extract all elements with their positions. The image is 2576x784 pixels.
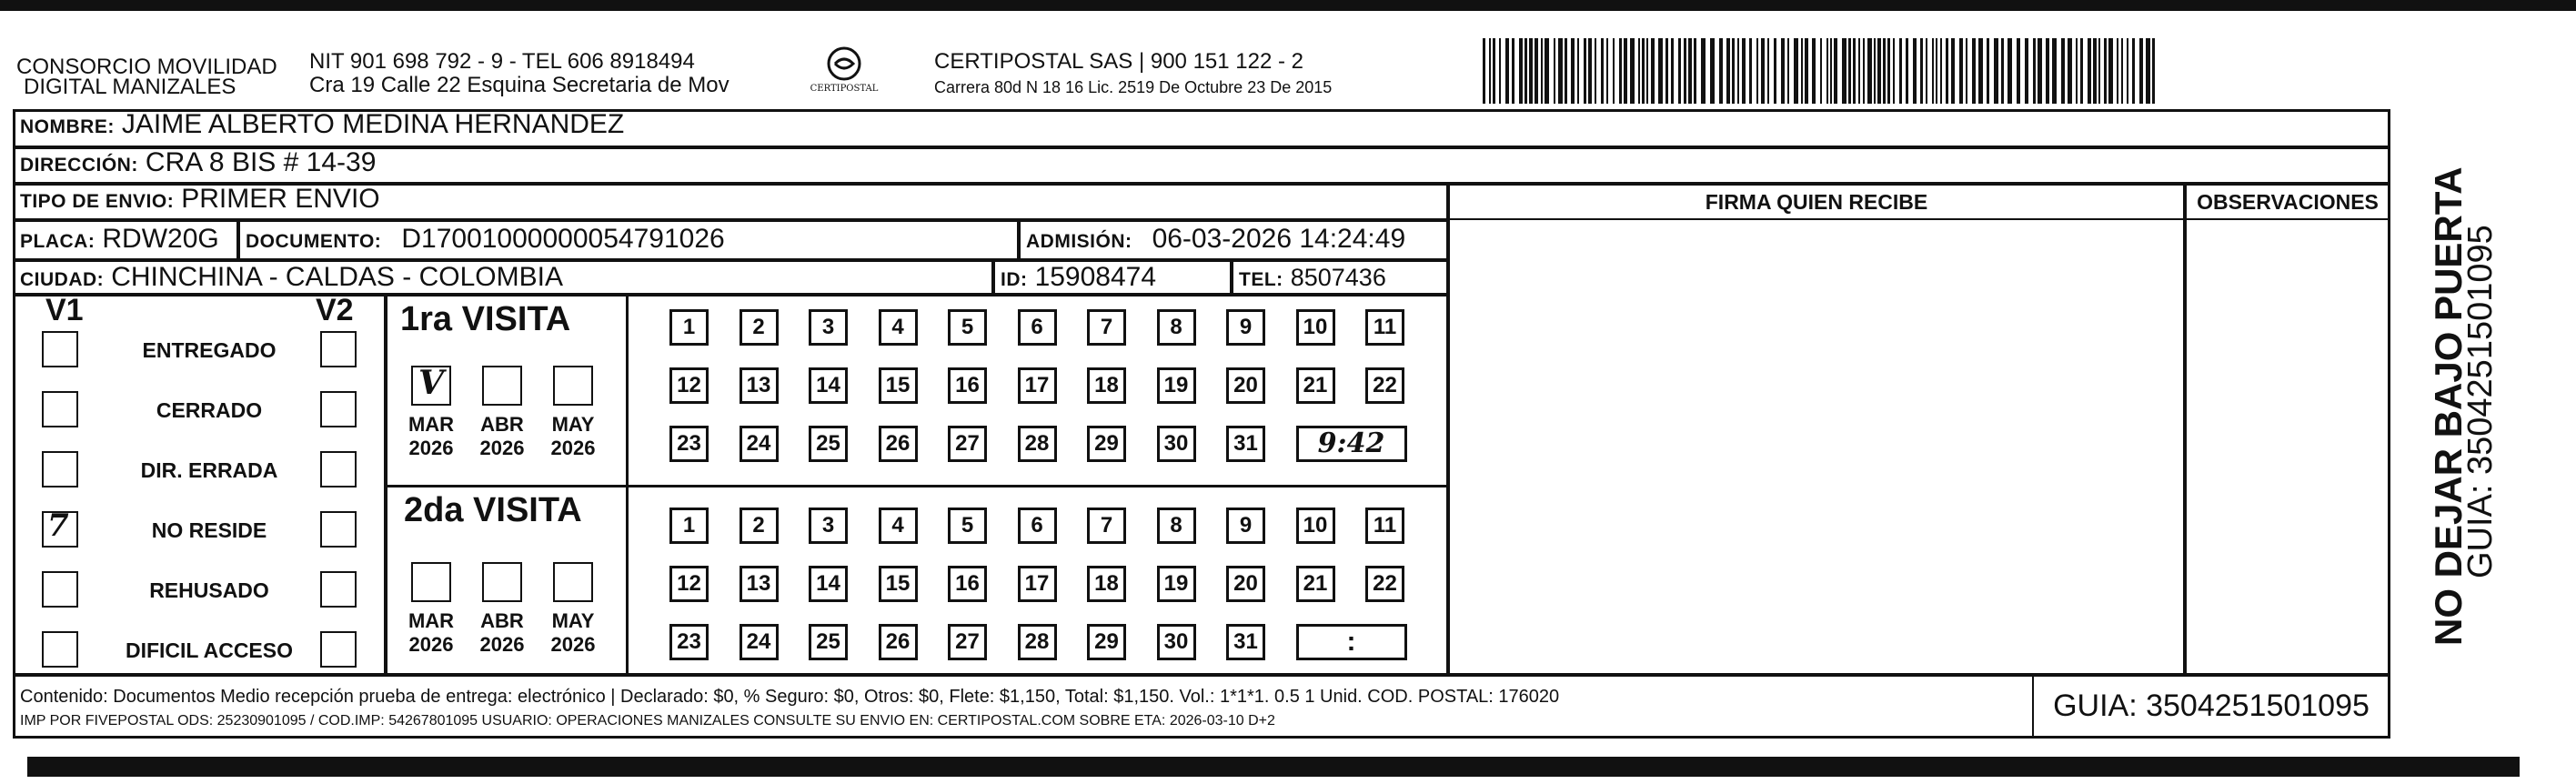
v2-checkbox[interactable] bbox=[320, 571, 357, 608]
v1-checkbox[interactable] bbox=[42, 631, 78, 668]
barcode-bar bbox=[1812, 38, 1816, 104]
barcode-bar bbox=[1756, 38, 1758, 104]
placa-value: RDW20G bbox=[102, 224, 219, 254]
footer-guia-box: GUIA: 3504251501095 bbox=[2032, 675, 2390, 739]
barcode-bar bbox=[1848, 38, 1851, 104]
barcode-bar bbox=[1483, 38, 1485, 104]
second-visit-day-box[interactable]: 24 bbox=[740, 624, 779, 660]
barcode-bar bbox=[1732, 38, 1735, 104]
barcode-bar bbox=[1512, 38, 1514, 104]
second-visit-day-box[interactable]: 29 bbox=[1087, 624, 1126, 660]
barcode-bar bbox=[2017, 38, 2020, 104]
barcode-bar bbox=[1926, 38, 1927, 104]
barcode-bar bbox=[1665, 38, 1668, 104]
second-visit-day-box[interactable]: 22 bbox=[1365, 566, 1404, 602]
first-visit-month-year: 2026 bbox=[408, 437, 454, 459]
first-visit-month-mark: V bbox=[418, 364, 444, 402]
barcode-bar bbox=[1613, 38, 1615, 104]
v2-checkbox[interactable] bbox=[320, 631, 357, 668]
contenido-text: Contenido: Documentos Medio recepción prueba de entrega: electrónico | Declarado: $0, % Seguro: $0, Otros: $0, Flete: $1,150, Total: $1,150. Vol.: 1*1*1. 0.5 1 Unid. COD. POSTAL: 176020 bbox=[20, 687, 1560, 707]
barcode-bar bbox=[1694, 38, 1696, 104]
barcode-bar bbox=[1899, 38, 1902, 104]
first-visit-day-box[interactable]: 24 bbox=[740, 426, 779, 462]
barcode-bar bbox=[2061, 38, 2065, 104]
first-visit-title: 1ra VISITA bbox=[400, 300, 571, 338]
first-visit-day-box[interactable]: 22 bbox=[1365, 367, 1404, 404]
first-visit-day-box[interactable]: 16 bbox=[948, 367, 987, 404]
first-visit-day-box[interactable]: 3 bbox=[809, 309, 848, 346]
second-visit-day-box[interactable]: 7 bbox=[1087, 508, 1126, 544]
first-visit-day-box[interactable]: 20 bbox=[1226, 367, 1265, 404]
barcode-bar bbox=[2108, 38, 2113, 104]
nombre-label: NOMBRE: bbox=[20, 116, 115, 137]
second-visit-day-box[interactable]: 25 bbox=[809, 624, 848, 660]
barcode-bar bbox=[2025, 38, 2028, 104]
barcode-bar bbox=[1619, 38, 1622, 104]
first-visit-month-name: MAY bbox=[551, 413, 595, 436]
second-visit-month-year: 2026 bbox=[479, 633, 525, 656]
barcode-bar bbox=[1737, 38, 1739, 104]
first-visit-day-box[interactable]: 8 bbox=[1157, 309, 1196, 346]
nombre-value: JAIME ALBERTO MEDINA HERNANDEZ bbox=[121, 109, 625, 139]
first-visit-day-box[interactable]: 29 bbox=[1087, 426, 1126, 462]
barcode-bar bbox=[2093, 38, 2097, 104]
first-visit-day-box[interactable]: 28 bbox=[1018, 426, 1057, 462]
barcode-bar bbox=[1801, 38, 1803, 104]
barcode-bar bbox=[1624, 38, 1627, 104]
barcode-bar bbox=[1867, 38, 1872, 104]
side-guia: GUIA: 3504251501095 bbox=[2461, 225, 2500, 578]
admision-value: 06-03-2026 14:24:49 bbox=[1152, 224, 1406, 254]
barcode-bar bbox=[1678, 38, 1681, 104]
first-visit-day-box[interactable]: 19 bbox=[1157, 367, 1196, 404]
second-visit-day-box[interactable]: 11 bbox=[1365, 508, 1404, 544]
second-visit-month-checkbox[interactable] bbox=[482, 562, 522, 602]
barcode-bar bbox=[1781, 38, 1785, 104]
barcode-bar bbox=[1874, 38, 1876, 104]
barcode-bar bbox=[1858, 38, 1860, 104]
barcode-bar bbox=[1688, 38, 1692, 104]
barcode bbox=[1483, 38, 2165, 104]
barcode-bar bbox=[1767, 38, 1769, 104]
barcode-bar bbox=[1529, 38, 1533, 104]
v1-checkbox[interactable] bbox=[42, 391, 78, 427]
barcode-bar bbox=[2033, 38, 2036, 104]
direccion-value: CRA 8 BIS # 14-39 bbox=[145, 147, 377, 177]
barcode-bar bbox=[1646, 38, 1648, 104]
barcode-bar bbox=[2052, 38, 2057, 104]
placa-label: PLACA: bbox=[20, 231, 96, 252]
v1-checkbox[interactable] bbox=[42, 451, 78, 487]
first-visit-day-box[interactable]: 26 bbox=[879, 426, 918, 462]
id-label: ID: bbox=[1001, 269, 1028, 290]
scan-bottom-edge bbox=[27, 757, 2520, 777]
second-visit-month-year: 2026 bbox=[550, 633, 596, 656]
second-visit-month-year: 2026 bbox=[408, 633, 454, 656]
barcode-bar bbox=[1565, 38, 1567, 104]
barcode-bar bbox=[2088, 38, 2091, 104]
second-visit-month-checkbox[interactable] bbox=[411, 562, 451, 602]
barcode-bar bbox=[1558, 38, 1563, 104]
barcode-bar bbox=[1545, 38, 1549, 104]
barcode-bar bbox=[2080, 38, 2083, 104]
documento-label: DOCUMENTO: bbox=[246, 231, 382, 252]
barcode-bar bbox=[2152, 38, 2155, 104]
barcode-bar bbox=[1571, 38, 1575, 104]
second-visit-day-box[interactable]: 17 bbox=[1018, 566, 1057, 602]
second-visit-day-box[interactable]: 9 bbox=[1226, 508, 1265, 544]
barcode-bar bbox=[2121, 38, 2123, 104]
barcode-bar bbox=[1524, 38, 1527, 104]
admision-cell bbox=[1019, 220, 1448, 260]
v1-check-mark: 7 bbox=[47, 508, 69, 544]
status-label: ENTREGADO bbox=[142, 338, 277, 362]
barcode-bar bbox=[1710, 38, 1715, 104]
first-visit-day-box[interactable]: 12 bbox=[669, 367, 709, 404]
barcode-bar bbox=[1883, 38, 1886, 104]
months-divider bbox=[626, 295, 629, 675]
barcode-bar bbox=[2139, 38, 2143, 104]
v1-label: V1 bbox=[45, 293, 84, 327]
tel-cell bbox=[1232, 260, 1448, 295]
barcode-bar bbox=[2001, 38, 2004, 104]
barcode-bar bbox=[1577, 38, 1579, 104]
no-dejar-bajo-puerta: NO DEJAR BAJO PUERTA bbox=[2427, 166, 2470, 646]
first-visit-day-box[interactable]: 30 bbox=[1157, 426, 1196, 462]
first-visit-day-box[interactable]: 7 bbox=[1087, 309, 1126, 346]
barcode-bar bbox=[1946, 38, 1948, 104]
barcode-bar bbox=[2076, 38, 2078, 104]
barcode-bar bbox=[1932, 38, 1934, 104]
barcode-bar bbox=[1642, 38, 1645, 104]
barcode-bar bbox=[1595, 38, 1596, 104]
second-visit-month-name: MAY bbox=[551, 609, 595, 632]
scan-top-edge bbox=[0, 0, 2576, 11]
first-visit-day-box[interactable]: 25 bbox=[809, 426, 848, 462]
tel-value: 8507436 bbox=[1290, 264, 1386, 291]
second-visit-day-box[interactable]: 4 bbox=[879, 508, 918, 544]
first-visit-month-year: 2026 bbox=[479, 437, 525, 459]
barcode-bar bbox=[1658, 38, 1663, 104]
barcode-bar bbox=[2146, 38, 2150, 104]
status-label: REHUSADO bbox=[149, 578, 269, 602]
documento-value: D17001000000054791026 bbox=[401, 224, 725, 254]
second-visit-day-box[interactable]: 5 bbox=[948, 508, 987, 544]
barcode-bar bbox=[1906, 38, 1908, 104]
second-visit-day-box[interactable]: 2 bbox=[740, 508, 779, 544]
barcode-bar bbox=[1893, 38, 1895, 104]
certipostal-logo bbox=[808, 44, 880, 100]
admision-label: ADMISIÓN: bbox=[1026, 231, 1132, 252]
barcode-bar bbox=[2068, 38, 2072, 104]
barcode-bar bbox=[2132, 38, 2135, 104]
barcode-bar bbox=[1826, 38, 1828, 104]
barcode-bar bbox=[1554, 38, 1555, 104]
first-visit-day-box[interactable]: 23 bbox=[669, 426, 709, 462]
second-visit-day-box[interactable]: 8 bbox=[1157, 508, 1196, 544]
second-visit-day-box[interactable]: 14 bbox=[809, 566, 848, 602]
first-visit-day-box[interactable]: 4 bbox=[879, 309, 918, 346]
barcode-bar bbox=[1951, 38, 1955, 104]
barcode-bar bbox=[1630, 38, 1635, 104]
barcode-bar bbox=[1940, 38, 1942, 104]
second-visit-month-name: MAR bbox=[408, 609, 455, 632]
first-visit-day-box[interactable]: 13 bbox=[740, 367, 779, 404]
barcode-bar bbox=[1493, 38, 1495, 104]
barcode-bar bbox=[1830, 38, 1832, 104]
imp-text: IMP POR FIVEPOSTAL ODS: 25230901095 / COD.IMP: 54267801095 USUARIO: OPERACIONES MANIZALES CONSULTE SU ENVIO EN: CERTIPOSTAL.COM SOBRE ETA: 2026-03-10 D+2 bbox=[20, 713, 1275, 729]
barcode-bar bbox=[2046, 38, 2049, 104]
tel-label: TEL: bbox=[1239, 269, 1283, 290]
barcode-bar bbox=[1834, 38, 1837, 104]
barcode-bar bbox=[1651, 38, 1655, 104]
second-visit-day-box[interactable]: 27 bbox=[948, 624, 987, 660]
barcode-bar bbox=[1987, 38, 1989, 104]
ciudad-label: CIUDAD: bbox=[20, 269, 105, 290]
barcode-bar bbox=[1541, 38, 1543, 104]
barcode-bar bbox=[1994, 38, 1998, 104]
barcode-bar bbox=[1920, 38, 1923, 104]
barcode-bar bbox=[1719, 38, 1723, 104]
tipo-row bbox=[13, 184, 1448, 220]
v1-checkbox[interactable] bbox=[42, 508, 78, 548]
company-name: CONSORCIO MOVILIDAD bbox=[16, 55, 277, 79]
v1-checkbox[interactable] bbox=[42, 331, 78, 367]
second-visit-day-box[interactable]: 23 bbox=[669, 624, 709, 660]
first-visit-month-name: ABR bbox=[480, 413, 524, 436]
second-visit-day-box[interactable]: 19 bbox=[1157, 566, 1196, 602]
barcode-bar bbox=[1505, 38, 1509, 104]
first-visit-month-name: MAR bbox=[408, 413, 455, 436]
status-label: DIFICIL ACCESO bbox=[125, 638, 293, 662]
first-visit-month-checkbox[interactable] bbox=[553, 366, 593, 406]
v2-label: V2 bbox=[316, 293, 354, 327]
second-visit-day-box[interactable]: 28 bbox=[1018, 624, 1057, 660]
first-visit-day-box[interactable]: 1 bbox=[669, 309, 709, 346]
barcode-bar bbox=[2104, 38, 2107, 104]
barcode-bar bbox=[2007, 38, 2012, 104]
ciudad-value: CHINCHINA - CALDAS - COLOMBIA bbox=[111, 262, 563, 292]
company-name-line2: DIGITAL MANIZALES bbox=[24, 75, 236, 99]
first-visit-month-year: 2026 bbox=[550, 437, 596, 459]
observaciones-header: OBSERVACIONES bbox=[2185, 184, 2390, 220]
barcode-bar bbox=[1584, 38, 1586, 104]
first-visit-day-box[interactable]: 31 bbox=[1226, 426, 1265, 462]
company-address: Cra 19 Calle 22 Esquina Secretaria de Mov bbox=[309, 73, 730, 97]
first-visit-day-box[interactable]: 5 bbox=[948, 309, 987, 346]
barcode-bar bbox=[1761, 38, 1765, 104]
second-visit-day-box[interactable]: 1 bbox=[669, 508, 709, 544]
status-label: DIR. ERRADA bbox=[140, 458, 278, 482]
barcode-bar bbox=[1936, 38, 1937, 104]
second-visit-day-box[interactable]: 13 bbox=[740, 566, 779, 602]
first-visit-day-box[interactable]: 17 bbox=[1018, 367, 1057, 404]
barcode-bar bbox=[1588, 38, 1592, 104]
v2-checkbox[interactable] bbox=[320, 391, 357, 427]
second-visit-day-box[interactable]: 18 bbox=[1087, 566, 1126, 602]
v2-checkbox[interactable] bbox=[320, 511, 357, 548]
barcode-bar bbox=[1726, 38, 1730, 104]
v2-checkbox[interactable] bbox=[320, 451, 357, 487]
firma-area bbox=[1448, 184, 2185, 675]
tipo-label: TIPO DE ENVIO: bbox=[20, 191, 175, 212]
barcode-bar bbox=[2098, 38, 2100, 104]
courier-name: CERTIPOSTAL SAS | 900 151 122 - 2 bbox=[934, 49, 1303, 74]
barcode-bar bbox=[1913, 38, 1917, 104]
direccion-row bbox=[13, 147, 2390, 184]
visit-divider bbox=[386, 485, 1448, 487]
first-visit-day-box[interactable]: 14 bbox=[809, 367, 848, 404]
v1-checkbox[interactable] bbox=[42, 571, 78, 608]
ciudad-cell bbox=[13, 260, 993, 295]
nombre-row bbox=[13, 109, 2390, 147]
barcode-bar bbox=[1959, 38, 1963, 104]
id-value: 15908474 bbox=[1034, 262, 1157, 292]
barcode-bar bbox=[1519, 38, 1523, 104]
second-visit-day-box[interactable]: 26 bbox=[879, 624, 918, 660]
barcode-bar bbox=[1638, 38, 1640, 104]
barcode-bar bbox=[1701, 38, 1706, 104]
barcode-bar bbox=[1820, 38, 1822, 104]
status-label: NO RESIDE bbox=[151, 518, 267, 542]
second-visit-day-box[interactable]: 31 bbox=[1226, 624, 1265, 660]
barcode-bar bbox=[1972, 38, 1976, 104]
direccion-label: DIRECCIÓN: bbox=[20, 155, 138, 176]
second-visit-day-box[interactable]: 20 bbox=[1226, 566, 1265, 602]
barcode-bar bbox=[2038, 38, 2042, 104]
second-visit-day-box[interactable]: 30 bbox=[1157, 624, 1196, 660]
v2-checkbox[interactable] bbox=[320, 331, 357, 367]
placa-cell bbox=[13, 220, 238, 260]
nit-tel: NIT 901 698 792 - 9 - TEL 606 8918494 bbox=[309, 49, 695, 74]
barcode-bar bbox=[1742, 38, 1746, 104]
first-visit-day-box[interactable]: 2 bbox=[740, 309, 779, 346]
barcode-bar bbox=[1877, 38, 1881, 104]
barcode-bar bbox=[1671, 38, 1674, 104]
barcode-bar bbox=[2117, 38, 2118, 104]
barcode-bar bbox=[1978, 38, 1983, 104]
barcode-bar bbox=[1774, 38, 1776, 104]
barcode-bar bbox=[1684, 38, 1686, 104]
second-visit-day-box[interactable]: 12 bbox=[669, 566, 709, 602]
second-visit-month-name: ABR bbox=[480, 609, 524, 632]
second-visit-day-box[interactable]: 16 bbox=[948, 566, 987, 602]
status-label: CERRADO bbox=[156, 398, 263, 422]
first-visit-day-box[interactable]: 6 bbox=[1018, 309, 1057, 346]
barcode-bar bbox=[2127, 38, 2128, 104]
tipo-value: PRIMER ENVIO bbox=[181, 184, 380, 214]
barcode-bar bbox=[1842, 38, 1846, 104]
barcode-bar bbox=[1499, 38, 1501, 104]
second-visit-title: 2da VISITA bbox=[404, 491, 582, 529]
documento-cell bbox=[238, 220, 1019, 260]
barcode-bar bbox=[1853, 38, 1856, 104]
second-visit-day-box[interactable]: 21 bbox=[1296, 566, 1335, 602]
first-visit-day-box[interactable]: 9 bbox=[1226, 309, 1265, 346]
barcode-bar bbox=[1787, 38, 1789, 104]
barcode-bar bbox=[1489, 38, 1491, 104]
id-cell bbox=[993, 260, 1232, 295]
first-visit-day-box[interactable]: 15 bbox=[879, 367, 918, 404]
barcode-bar bbox=[1794, 38, 1798, 104]
second-visit-time-box[interactable]: : bbox=[1296, 624, 1407, 660]
second-visit-day-box[interactable]: 3 bbox=[809, 508, 848, 544]
first-visit-month-checkbox[interactable] bbox=[482, 366, 522, 406]
second-visit-month-checkbox[interactable] bbox=[553, 562, 593, 602]
first-visit-day-box[interactable]: 10 bbox=[1296, 309, 1335, 346]
courier-address: Carrera 80d N 18 16 Lic. 2519 De Octubre 23 De 2015 bbox=[934, 78, 1333, 96]
observaciones-area bbox=[2185, 184, 2390, 675]
second-visit-day-box[interactable]: 6 bbox=[1018, 508, 1057, 544]
first-visit-time-box[interactable]: 9:42 bbox=[1296, 426, 1407, 462]
first-visit-day-box[interactable]: 18 bbox=[1087, 367, 1126, 404]
second-visit-day-box[interactable]: 15 bbox=[879, 566, 918, 602]
firma-header: FIRMA QUIEN RECIBE bbox=[1448, 184, 2185, 220]
first-visit-day-box[interactable]: 21 bbox=[1296, 367, 1335, 404]
first-visit-day-box[interactable]: 27 bbox=[948, 426, 987, 462]
barcode-bar bbox=[1606, 38, 1608, 104]
logo-text: CERTIPOSTAL bbox=[810, 84, 879, 94]
barcode-bar bbox=[1887, 38, 1890, 104]
barcode-bar bbox=[1601, 38, 1604, 104]
first-visit-day-box[interactable]: 11 bbox=[1365, 309, 1404, 346]
barcode-bar bbox=[1805, 38, 1808, 104]
first-visit-month-checkbox[interactable] bbox=[411, 366, 451, 406]
barcode-bar bbox=[1863, 38, 1865, 104]
barcode-bar bbox=[1966, 38, 1967, 104]
second-visit-day-box[interactable]: 10 bbox=[1296, 508, 1335, 544]
barcode-bar bbox=[1535, 38, 1538, 104]
barcode-bar bbox=[1749, 38, 1752, 104]
